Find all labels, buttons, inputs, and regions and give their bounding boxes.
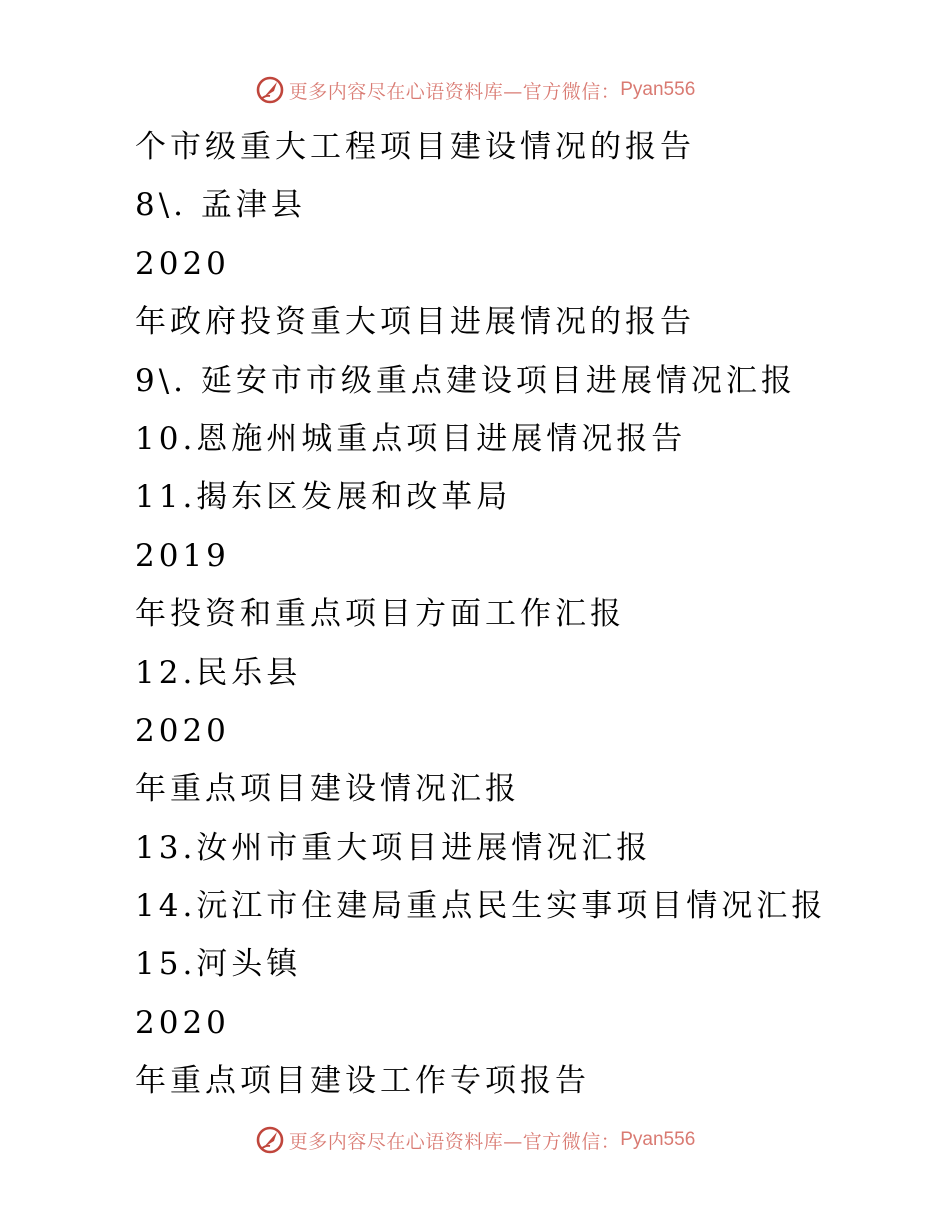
text-line: 9\. 延安市市级重点建设项目进展情况汇报 [135, 362, 796, 399]
text-line: 8\. 孟津县 [135, 187, 306, 224]
quill-logo-icon [255, 75, 285, 105]
text-line: 2020 [135, 1004, 230, 1041]
text-line: 年重点项目建设工作专项报告 [135, 1063, 590, 1100]
watermark-wechat-id: Pyan556 [620, 79, 696, 100]
text-line: 个市级重大工程项目建设情况的报告 [135, 129, 695, 165]
text-line: 年投资和重点项目方面工作汇报 [135, 596, 625, 633]
text-line: 12.民乐县 [135, 654, 302, 691]
document-body [135, 118, 915, 1111]
text-line: 2020 [135, 712, 230, 749]
text-line: 14.沅江市住建局重点民生实事项目情况汇报 [135, 888, 827, 925]
text-line: 2019 [135, 537, 230, 574]
text-line: 2020 [135, 245, 230, 282]
text-line: 年政府投资重大项目进展情况的报告 [135, 304, 695, 341]
header-watermark [0, 72, 950, 108]
footer-watermark [0, 1122, 950, 1158]
watermark-text: 更多内容尽在心语资料库—官方微信： [288, 1130, 621, 1153]
text-line: 13.汝州市重大项目进展情况汇报 [135, 829, 652, 866]
watermark-wechat-id: Pyan556 [620, 1129, 696, 1150]
watermark-text: 更多内容尽在心语资料库—官方微信： [288, 80, 621, 103]
text-line: 年重点项目建设情况汇报 [135, 771, 520, 808]
text-line: 15.河头镇 [135, 946, 302, 983]
text-line: 10.恩施州城重点项目进展情况报告 [135, 420, 687, 457]
text-line: 11.揭东区发展和改革局 [135, 479, 512, 516]
quill-logo-icon [255, 1125, 285, 1155]
